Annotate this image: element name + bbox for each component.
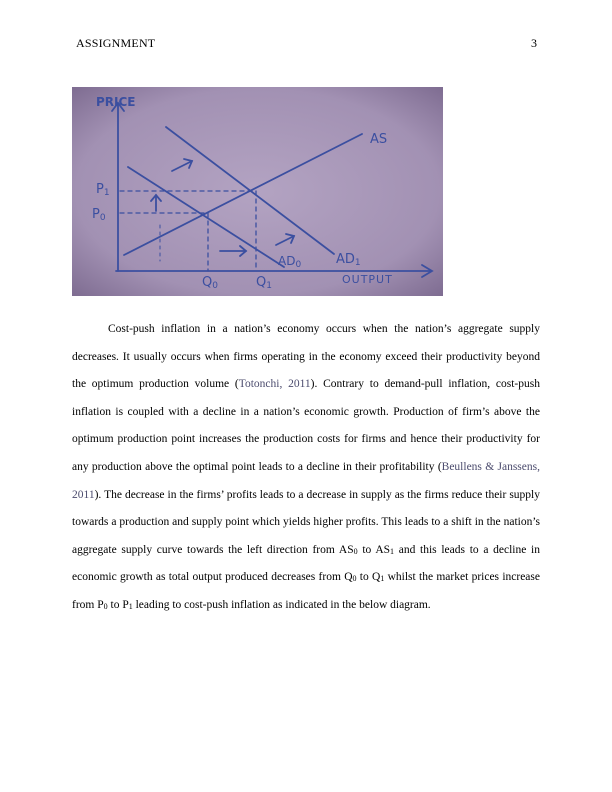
as-label: AS bbox=[370, 132, 388, 147]
body-text bbox=[72, 316, 540, 620]
text-run: ). Contrary to demand-pull inflation, cost-push inflation is coupled with a decline in a nation’s economic growth. Production of firm’s above the optimum production point increases the production costs for firms and hence their productivity for any production above the optimal point leads to a decline in their profitability ( bbox=[72, 378, 540, 473]
text-run: to Q bbox=[356, 571, 381, 584]
text-run: to AS bbox=[357, 543, 391, 556]
ad0-label: AD0 bbox=[278, 254, 302, 270]
subscript: 1 bbox=[390, 546, 395, 556]
q0-label: Q0 bbox=[202, 275, 218, 291]
ad1-label: AD1 bbox=[336, 252, 361, 268]
p0-label: P0 bbox=[92, 207, 106, 223]
text-run: whilst the market prices increase from P bbox=[72, 571, 540, 611]
q1-label: Q1 bbox=[256, 275, 272, 291]
citation-totonchi: Totonchi, 2011 bbox=[238, 378, 311, 391]
page-number: 3 bbox=[531, 36, 537, 50]
cost-push-inflation-diagram bbox=[72, 87, 443, 296]
text-run: Cost-push inflation in a nation’s economy occurs when the nation’s aggregate supply decreases. It usually occurs when firms operating in the economy exceed their productivity beyond the optimum production volume ( bbox=[72, 323, 540, 391]
subscript: 0 bbox=[352, 574, 357, 584]
citation-beullens: Beullens & Janssens, 2011 bbox=[72, 460, 540, 501]
body-paragraph bbox=[72, 316, 540, 620]
text-run: and this leads to a decline in economic growth as total output produced decreases from Q bbox=[72, 543, 540, 584]
subscript: 0 bbox=[103, 601, 108, 611]
text-run: to P bbox=[107, 598, 129, 611]
running-head: ASSIGNMENT bbox=[76, 36, 156, 50]
y-axis-label: PRICE bbox=[96, 95, 136, 109]
text-run: leading to cost-push inflation as indicated in the below diagram. bbox=[132, 598, 431, 611]
p1-label: P1 bbox=[96, 182, 110, 198]
subscript: 1 bbox=[128, 601, 133, 611]
x-axis-label: OUTPUT bbox=[342, 273, 393, 286]
subscript: 1 bbox=[380, 574, 385, 584]
diagram-svg bbox=[72, 87, 443, 296]
subscript: 0 bbox=[353, 546, 358, 556]
text-run: ). The decrease in the firms’ profits leads to a decrease in supply as the firms reduce their supply towards a production and supply point which yields higher profits. This leads to a shift in the nation’s aggregate supply curve towards the left direction from AS bbox=[72, 488, 540, 556]
